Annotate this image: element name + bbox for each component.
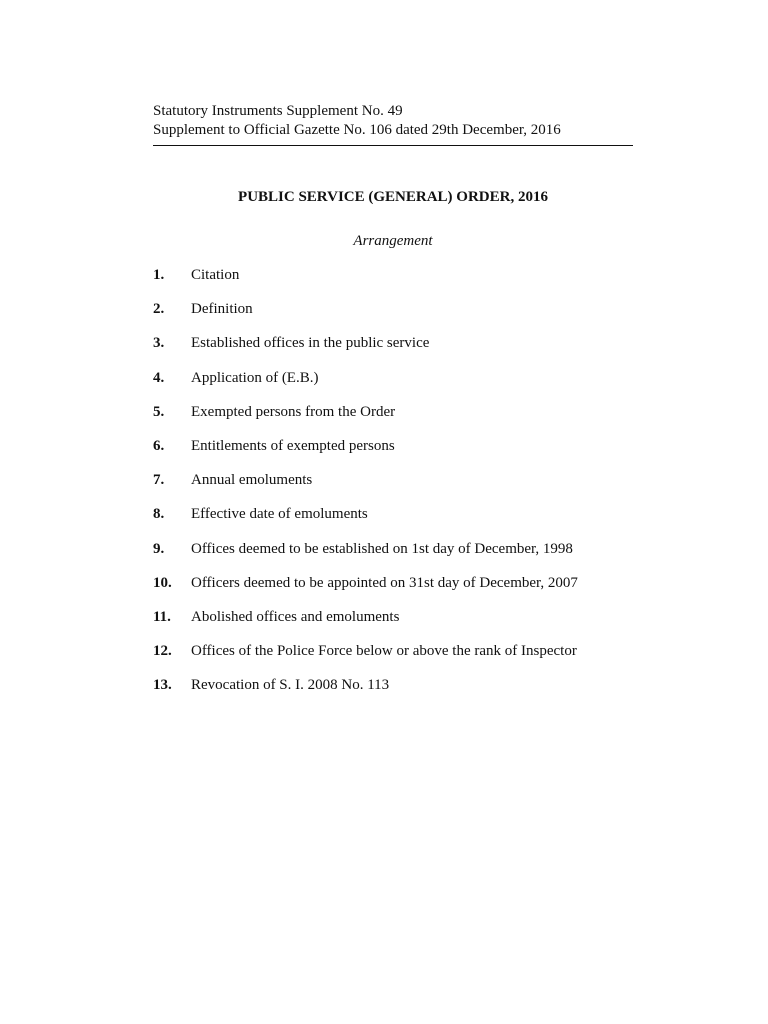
arrangement-item	[153, 540, 633, 574]
arrangement-item	[153, 369, 633, 403]
item-title: Entitlements of exempted persons	[191, 437, 395, 454]
header-divider	[153, 145, 633, 146]
item-title: Annual emoluments	[191, 472, 313, 489]
item-number: 12.	[153, 643, 172, 660]
item-number: 8.	[153, 506, 165, 523]
item-number: 2.	[153, 301, 165, 318]
arrangement-list	[153, 266, 633, 710]
item-title: Definition	[191, 301, 253, 318]
item-number: 1.	[153, 267, 165, 283]
item-number: 6.	[153, 437, 165, 454]
item-title: Revocation of S. I. 2008 No. 113	[191, 677, 390, 694]
arrangement-item	[153, 574, 633, 608]
item-title: Exempted persons from the Order	[191, 403, 396, 420]
item-title: Citation	[191, 267, 240, 283]
arrangement-item	[153, 505, 633, 539]
arrangement-heading: Arrangement	[353, 233, 433, 249]
order-title: PUBLIC SERVICE (GENERAL) ORDER, 2016	[238, 189, 548, 205]
arrangement-item	[153, 437, 633, 471]
supplement-line: Statutory Instruments Supplement No. 49	[153, 103, 403, 119]
gazette-line: Supplement to Official Gazette No. 106 dated 29th December, 2016	[153, 122, 561, 138]
arrangement-item	[153, 471, 633, 505]
item-title: Application of (E.B.)	[191, 369, 319, 386]
arrangement-item	[153, 266, 633, 300]
item-title: Abolished offices and emoluments	[191, 608, 400, 625]
item-title: Offices of the Police Force below or above the rank of Inspector	[191, 643, 577, 660]
item-title: Effective date of emoluments	[191, 506, 368, 523]
item-number: 7.	[153, 472, 165, 489]
arrangement-item	[153, 642, 633, 676]
item-number: 5.	[153, 403, 165, 420]
arrangement-item	[153, 334, 633, 368]
item-number: 4.	[153, 369, 165, 386]
item-number: 10.	[153, 574, 172, 591]
item-title: Established offices in the public service	[191, 335, 430, 352]
item-number: 11.	[153, 608, 171, 625]
item-number: 13.	[153, 677, 172, 694]
item-number: 9.	[153, 540, 165, 557]
item-number: 3.	[153, 335, 165, 352]
item-title: Offices deemed to be established on 1st day of December, 1998	[191, 540, 573, 557]
arrangement-item	[153, 608, 633, 642]
arrangement-item	[153, 676, 633, 710]
arrangement-item	[153, 403, 633, 437]
arrangement-item	[153, 300, 633, 334]
item-title: Officers deemed to be appointed on 31st day of December, 2007	[191, 574, 578, 591]
gazette-header	[153, 102, 633, 140]
